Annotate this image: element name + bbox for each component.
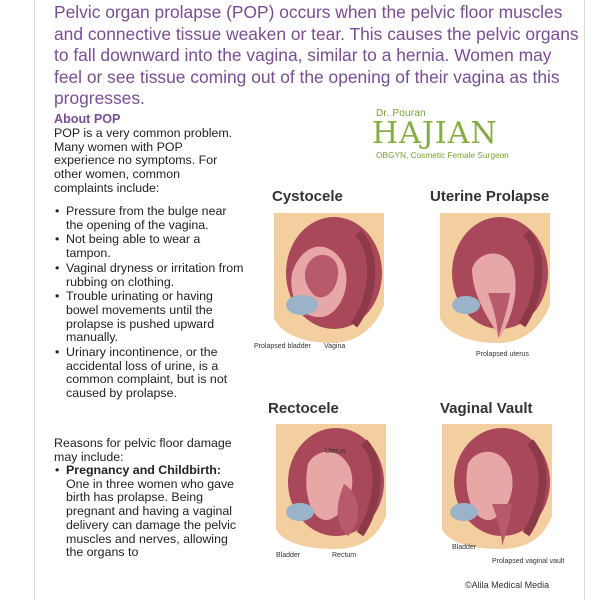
cystocele-label-bladder: Prolapsed bladder (254, 343, 311, 350)
watermark-name: HAJIAN (372, 116, 498, 151)
illustration-uterine-prolapse (418, 185, 578, 365)
uterine-label-prolapsed-uterus: Prolapsed uterus (476, 351, 529, 358)
cystocele-anatomy-drawing (262, 213, 402, 343)
image-credit: ©Alila Medical Media (465, 580, 550, 590)
rectocele-label-bladder: Bladder (276, 552, 301, 559)
uterine-anatomy-drawing (428, 213, 568, 363)
list-item: • Not being able to wear a tampon. (54, 233, 244, 260)
reasons-intro: Reasons for pelvic floor damage may include: (54, 436, 232, 464)
rectocele-label-rectum: Rectum (332, 552, 357, 559)
list-item: • Vaginal dryness or irritation from rubbing on clothing. (54, 262, 244, 289)
list-item: • Trouble urinating or having bowel movements until the prolapse is pushed upward manually. (54, 290, 244, 345)
about-pop-heading: About POP (54, 112, 121, 126)
watermark-subtitle: OBGYN, Cosmetic Female Surgeon (376, 150, 509, 160)
reason-pregnancy-text: One in three women who gave birth has prolapse. Being pregnant and having a vaginal delivery can damage the pelvic muscles and nerves, allowing the organs to (66, 476, 237, 560)
rectocele-label-uterus: Uterus (325, 448, 346, 455)
illustration-vaginal-vault (418, 396, 578, 571)
page-edge-left (34, 0, 35, 600)
illustration-cystocele (250, 185, 405, 360)
about-pop-body: POP is a very common problem. Many women with POP experience no symptoms. For other women, common complaints include: (54, 126, 233, 195)
rectocele-title: Rectocele (268, 400, 339, 417)
watermark-top: Dr. Pouran (376, 108, 426, 119)
intro-paragraph: Pelvic organ prolapse (POP) occurs when the pelvic floor muscles and connective tissue weaken or tear. This causes the pelvic organs to fall downward into the vagina, similar to a hernia. Women may feel or see tissue coming out of the opening of their vagina as this progresses. (54, 2, 579, 108)
cystocele-title: Cystocele (272, 188, 343, 205)
reason-pregnancy-title: Pregnancy and Childbirth: (66, 463, 221, 477)
list-item: • Urinary incontinence, or the accidental loss of urine, is a common complaint, but is not caused by prolapse. (54, 346, 244, 401)
illustration-rectocele (250, 396, 405, 571)
vault-label-prolapsed-vault: Prolapsed vaginal vault (492, 558, 565, 565)
complaints-list (54, 205, 244, 402)
rectocele-anatomy-drawing (264, 424, 404, 549)
list-item: • Pressure from the bulge near the opening of the vagina. (54, 205, 244, 232)
vaginal-vault-title: Vaginal Vault (440, 400, 533, 417)
cystocele-label-vagina: Vagina (324, 343, 346, 350)
watermark-logo (372, 108, 572, 168)
reason-pregnancy (66, 464, 246, 560)
vault-label-bladder: Bladder (452, 544, 477, 551)
vault-anatomy-drawing (430, 424, 570, 549)
uterine-prolapse-title: Uterine Prolapse (430, 188, 550, 205)
page-edge-right (584, 0, 585, 600)
